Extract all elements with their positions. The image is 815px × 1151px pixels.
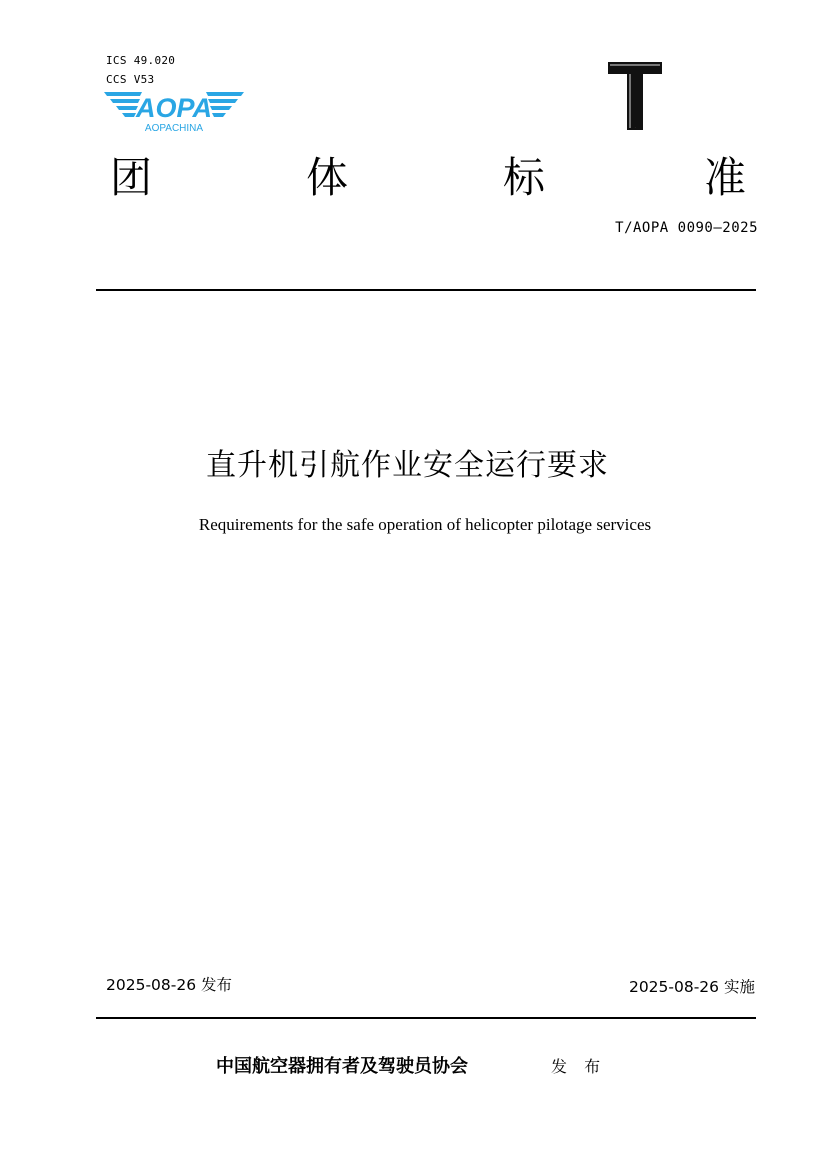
- top-divider: [96, 289, 756, 291]
- effective-date: 2025-08-26: [628, 978, 720, 996]
- logo-wordmark: AOPA: [135, 93, 213, 123]
- logo-subtext: AOPACHINA: [144, 123, 204, 134]
- standard-type-char-3: 标: [503, 153, 546, 202]
- group-standard-t-mark: [594, 58, 676, 134]
- effective-label: 实施: [723, 978, 755, 996]
- standard-type-char-1: 团: [110, 153, 153, 202]
- ics-code: ICS 49.020: [106, 54, 176, 67]
- issuer-action: 发 布: [551, 1057, 607, 1076]
- document-title-cn: 直升机引航作业安全运行要求: [206, 448, 609, 483]
- standard-type-char-2: 体: [306, 153, 349, 202]
- standard-type-char-4: 准: [704, 153, 747, 202]
- aopa-logo: [104, 90, 244, 134]
- issuing-organization: 中国航空器拥有者及驾驶员协会: [216, 1056, 468, 1077]
- effective-date-line: [629, 975, 755, 997]
- document-number: T/AOPA 0090—2025: [615, 220, 758, 236]
- classification-codes: [106, 51, 175, 89]
- issue-date-line: [106, 973, 232, 995]
- issue-label: 发布: [201, 976, 233, 994]
- bottom-divider: [96, 1017, 756, 1019]
- standard-type-heading: [110, 150, 760, 206]
- ccs-code: CCS V53: [106, 73, 155, 86]
- document-title-en: Requirements for the safe operation of helicopter pilotage services: [198, 515, 652, 534]
- svg-text:T: T: [634, 128, 636, 129]
- issue-date: 2025-08-26: [106, 976, 197, 994]
